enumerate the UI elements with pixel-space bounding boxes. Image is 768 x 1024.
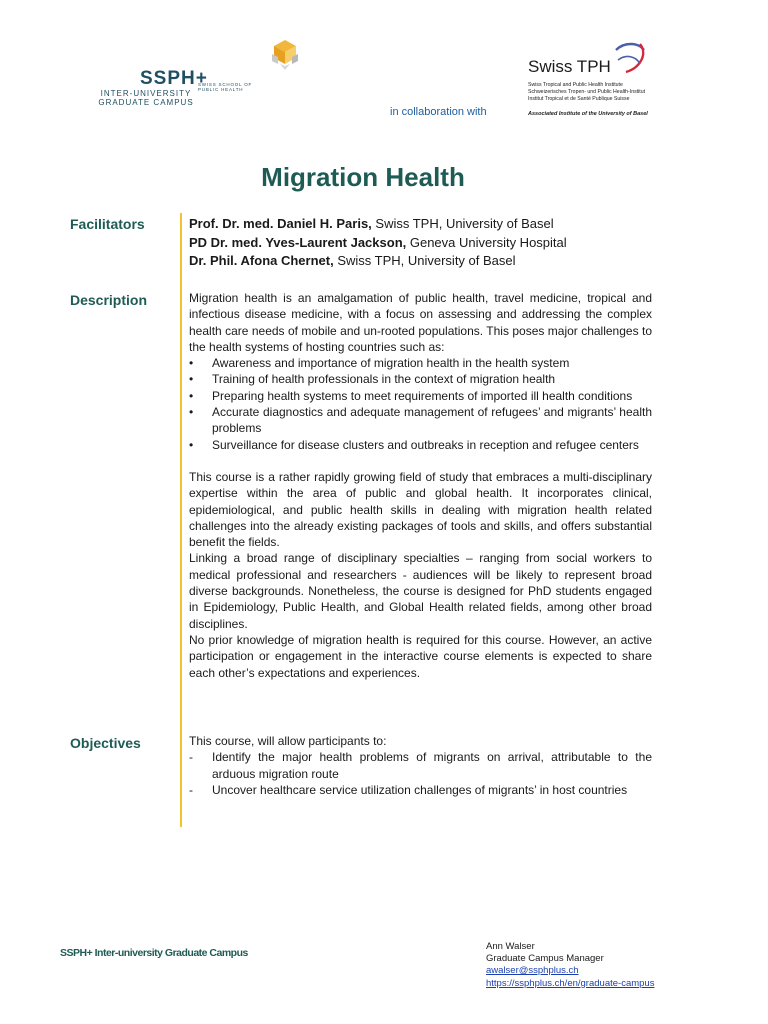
footer-campus-name: SSPH+ Inter-university Graduate Campus [60, 947, 248, 959]
collaboration-text: in collaboration with [390, 106, 487, 118]
description-intro: Migration health is an amalgamation of public health, travel medicine, tropical and infectious disease medicine, with a focus on assessing and addressing the complex health care needs of mobile and un-rooted populations. This poses major challenges to the health systems of hosting countries such as: [189, 291, 652, 354]
list-item: - Identify the major health problems of migrants on arrival, attributable to the arduous migration route [189, 750, 652, 781]
objectives-list [189, 749, 652, 798]
ssph-cube-icon [266, 38, 304, 72]
email-link[interactable]: awalser@ssphplus.ch [486, 965, 579, 977]
facilitator-item: Dr. Phil. Afona Chernet, Swiss TPH, University of Basel [189, 253, 516, 268]
description-paragraph: Linking a broad range of disciplinary specialties – ranging from social workers to medical professional and researchers - audiences will be likely to represent broad diverse backgrounds. Nonetheless, the course is designed for PhD students engaged in Epidemiology, Public Health, and Global Health related fields, among other broad disciplines. [189, 551, 652, 631]
contact-role: Graduate Campus Manager [486, 953, 604, 965]
section-divider [180, 213, 182, 827]
description-paragraph: This course is a rather rapidly growing field of study that embraces a multi-disciplinary expertise within the area of public and global health. It incorporates clinical, epidemiological, and public health skills in dealing with migration health related challenges into the already existing packages of tools and skills, and offers substantial benefit the fields. [189, 469, 652, 550]
description-text [189, 290, 652, 681]
description-bullets [189, 355, 652, 453]
tph-swoosh-icon [610, 40, 650, 76]
objectives-label: Objectives [70, 735, 141, 751]
list-item: • Training of health professionals in the context of migration health [189, 372, 556, 387]
facilitator-item: Prof. Dr. med. Daniel H. Paris, Swiss TPH, University of Basel [189, 216, 554, 231]
ssph-subtitle: INTER-UNIVERSITY GRADUATE CAMPUS [98, 89, 194, 107]
facilitators-list [189, 215, 669, 271]
list-item: • Accurate diagnostics and adequate management of refugees’ and migrants’ health problems [189, 405, 652, 436]
tph-name: Swiss TPH [528, 57, 611, 76]
description-label: Description [70, 292, 148, 308]
facilitator-item: PD Dr. med. Yves-Laurent Jackson, Geneva University Hospital [189, 234, 567, 250]
list-item: • Preparing health systems to meet requirements of imported ill health conditions [189, 388, 633, 403]
list-item: • Awareness and importance of migration health in the health system [189, 356, 570, 371]
tph-associated: Associated Institute of the University of Basel [528, 111, 648, 117]
facilitators-label: Facilitators [70, 216, 145, 232]
page-title: Migration Health [261, 162, 465, 192]
ssph-name: SSPH+ [140, 68, 208, 89]
footer-contact [486, 941, 654, 990]
objectives-text [189, 733, 652, 798]
objectives-intro: This course, will allow participants to: [189, 734, 387, 748]
description-paragraph: No prior knowledge of migration health is required for this course. However, an active participation or engagement in the interactive course elements is expected to share each other’s expectations and experiences. [189, 632, 652, 680]
website-link[interactable]: https://ssphplus.ch/en/graduate-campus [486, 977, 655, 989]
list-item: - Uncover healthcare service utilization challenges of migrants’ in host countries [189, 782, 628, 797]
list-item: • Surveillance for disease clusters and outbreaks in reception and refugee centers [189, 437, 639, 452]
ssph-logo [96, 38, 256, 118]
tph-institute-lines: Swiss Tropical and Public Health Institute Schweizerisches Tropen- und Public Health-Institut Institut Tropical et de Santé Publique Suisse [528, 82, 646, 102]
ssph-school-text: SWISS SCHOOL OF PUBLIC HEALTH [198, 82, 253, 92]
swiss-tph-logo [528, 40, 678, 120]
contact-name: Ann Walser [486, 941, 535, 952]
